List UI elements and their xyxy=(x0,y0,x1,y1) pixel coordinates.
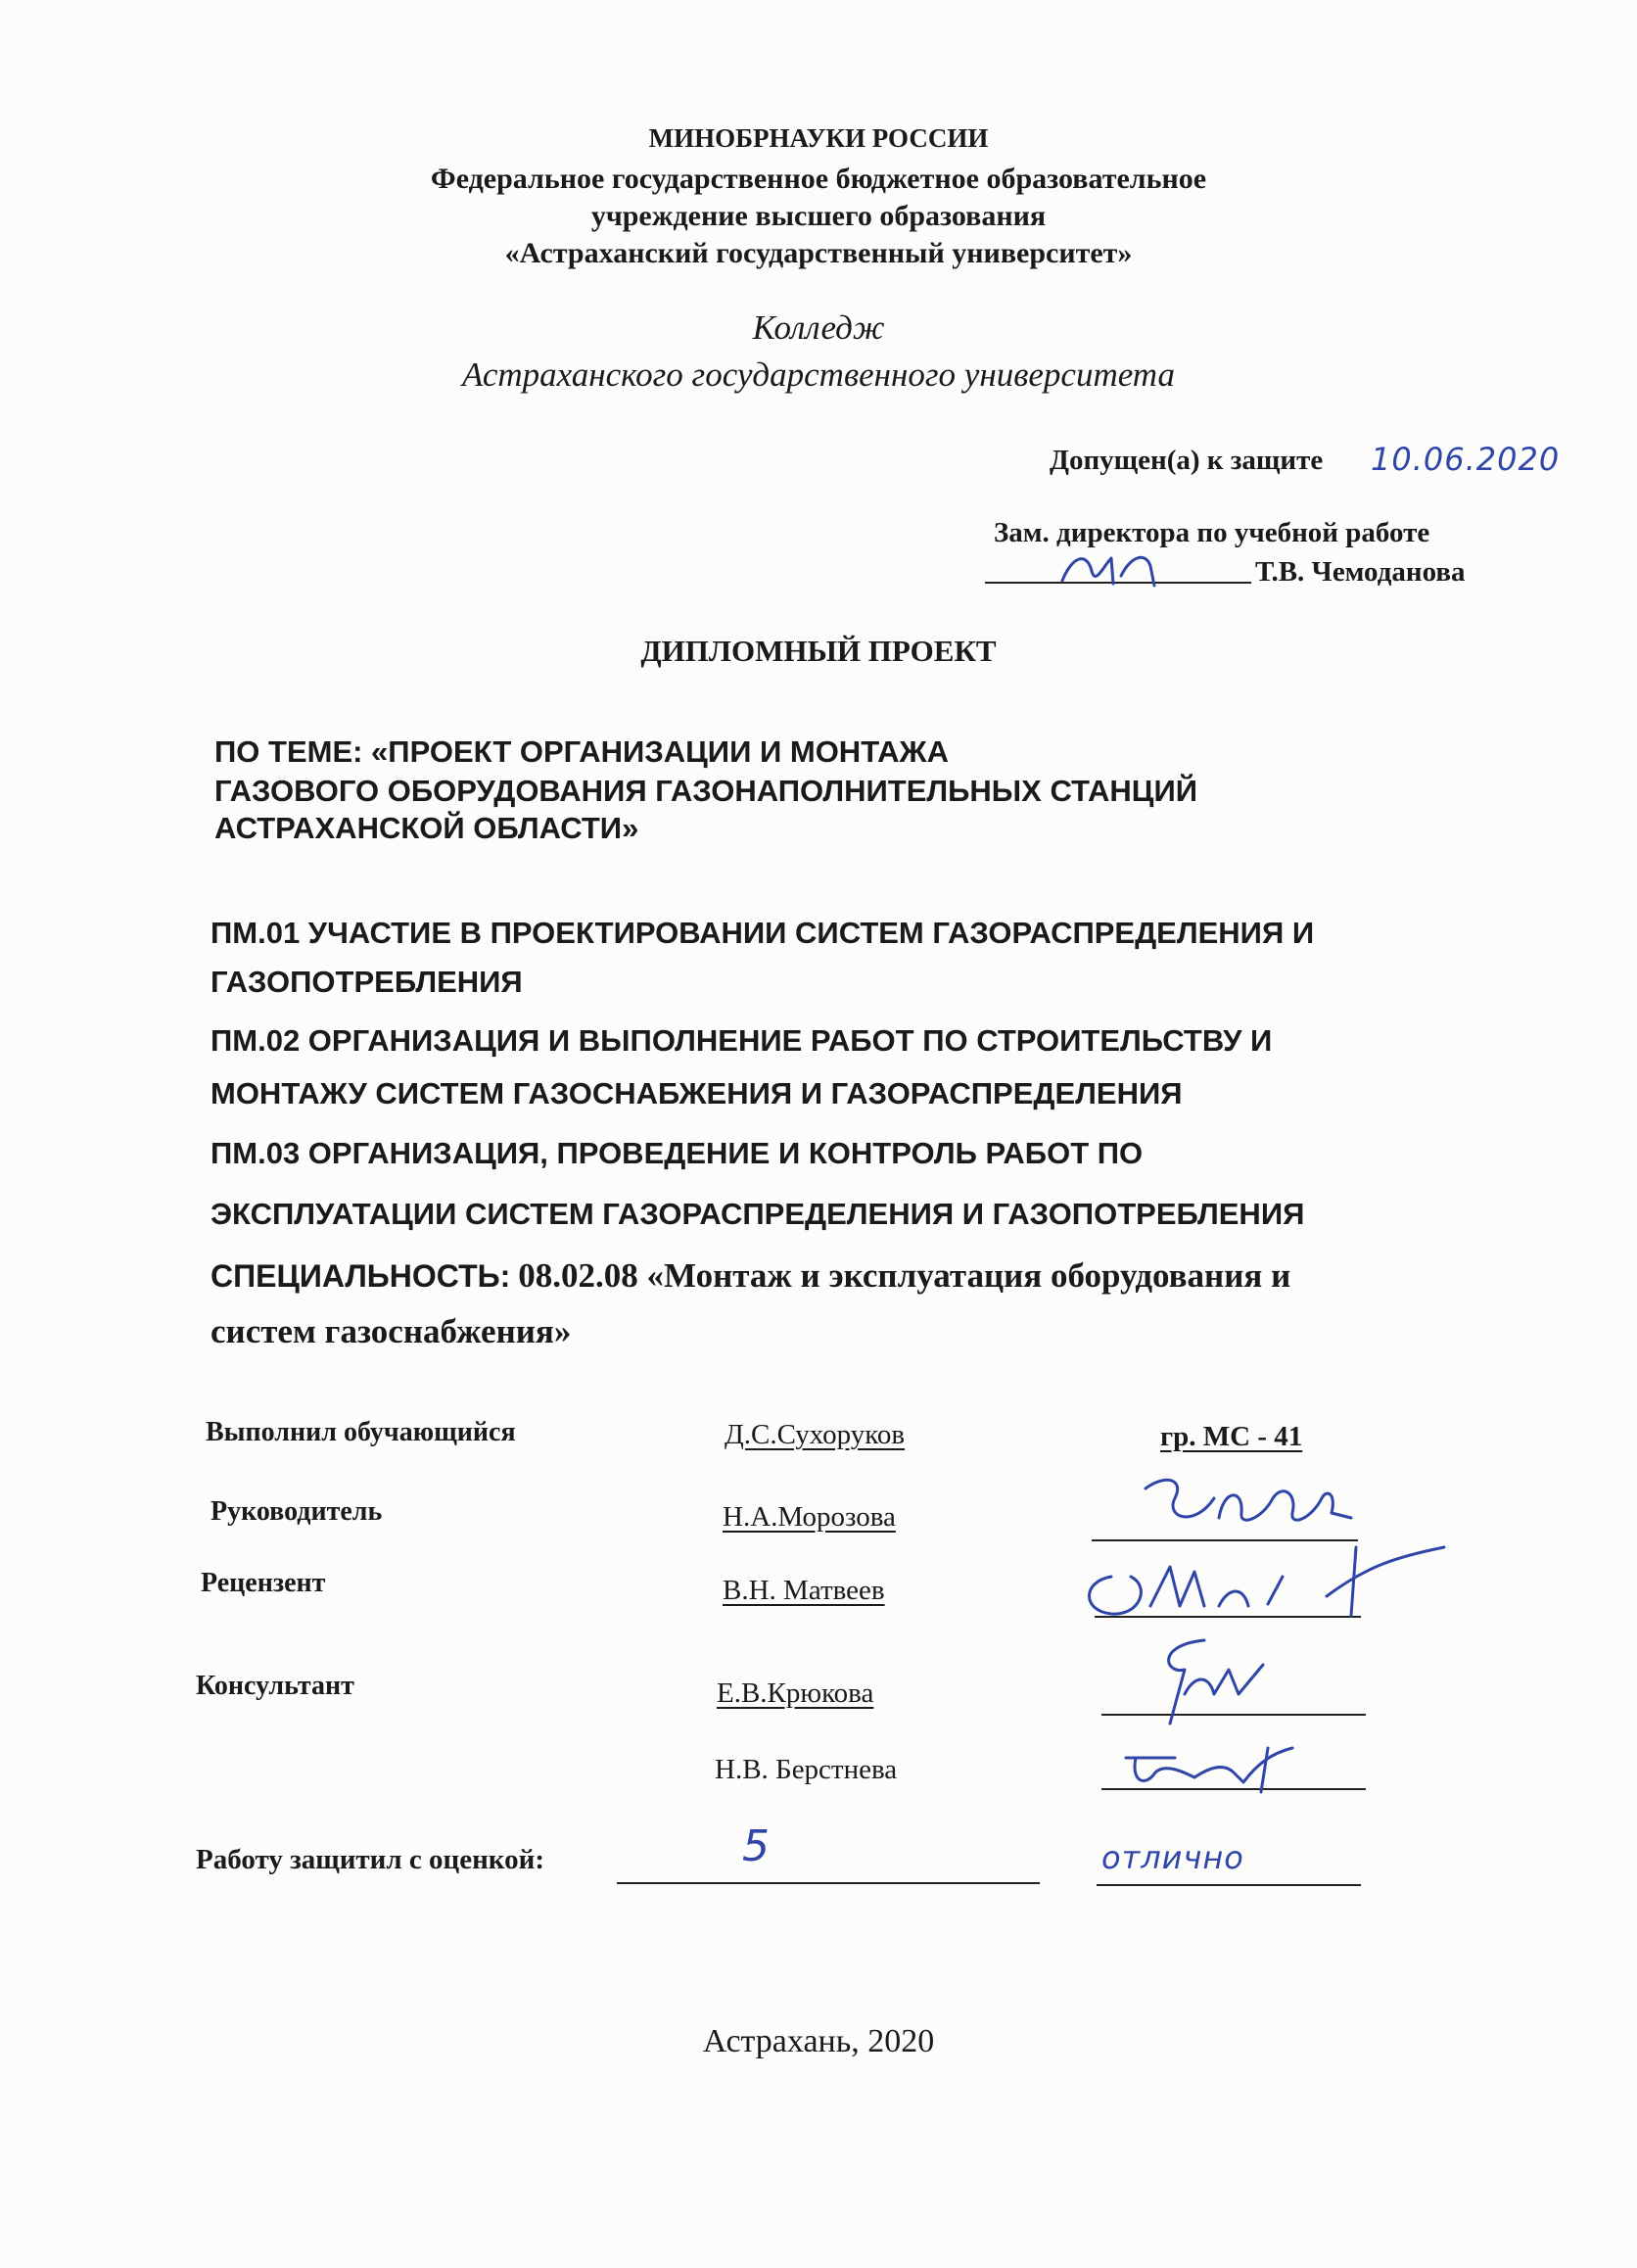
deputy-signature xyxy=(1052,537,1190,595)
consultant-name-2: Н.В. Берстнева xyxy=(715,1754,898,1785)
deputy-name: Т.В. Чемоданова xyxy=(1255,556,1466,588)
grade-word-line xyxy=(1097,1884,1361,1886)
module-line: ЭКСПЛУАТАЦИИ СИСТЕМ ГАЗОРАСПРЕДЕЛЕНИЯ И ГАЗОПОТРЕБЛЕНИЯ xyxy=(210,1197,1305,1231)
supervisor-name: Н.А.Морозова xyxy=(723,1501,896,1533)
specialty-value-1: 08.02.08 «Монтаж и эксплуатация оборудования и xyxy=(518,1256,1291,1295)
institution-line-1: Федеральное государственное бюджетное образовательное xyxy=(430,163,1207,195)
admitted-label: Допущен(а) к защите xyxy=(1050,445,1324,476)
specialty-value-2: систем газоснабжения» xyxy=(210,1312,572,1350)
specialty-line-1 xyxy=(210,1256,1290,1296)
reviewer-name: В.Н. Матвеев xyxy=(723,1575,885,1606)
supervisor-label: Руководитель xyxy=(210,1496,383,1527)
institution-line-2: учреждение высшего образования xyxy=(590,200,1047,232)
admitted-date: 10.06.2020 xyxy=(1371,441,1561,478)
topic-line-1: ПО ТЕМЕ: «ПРОЕКТ ОРГАНИЗАЦИИ И МОНТАЖА xyxy=(214,734,949,769)
reviewer-label: Рецензент xyxy=(201,1568,326,1598)
document-type: ДИПЛОМНЫЙ ПРОЕКТ xyxy=(640,634,997,668)
consultant-name-1: Е.В.Крюкова xyxy=(717,1677,874,1709)
grade-numeric: 5 xyxy=(742,1821,771,1871)
module-line: ГАЗОПОТРЕБЛЕНИЯ xyxy=(210,965,523,999)
module-line: ПМ.01 УЧАСТИЕ В ПРОЕКТИРОВАНИИ СИСТЕМ ГАЗОРАСПРЕДЕЛЕНИЯ И xyxy=(210,916,1315,950)
module-line: МОНТАЖУ СИСТЕМ ГАЗОСНАБЖЕНИЯ И ГАЗОРАСПРЕДЕЛЕНИЯ xyxy=(210,1076,1183,1110)
university-name: «Астраханский государственный университет» xyxy=(504,237,1133,269)
module-line: ПМ.02 ОРГАНИЗАЦИЯ И ВЫПОЛНЕНИЕ РАБОТ ПО СТРОИТЕЛЬСТВУ И xyxy=(210,1023,1273,1058)
consultant-signature-2 xyxy=(1097,1733,1322,1802)
ministry-line: МИНОБРНАУКИ РОССИИ xyxy=(648,123,989,153)
student-group: гр. МС - 41 xyxy=(1160,1421,1303,1452)
module-line: ПМ.03 ОРГАНИЗАЦИЯ, ПРОВЕДЕНИЕ И КОНТРОЛЬ РАБОТ ПО xyxy=(210,1136,1144,1170)
reviewer-signature xyxy=(1072,1528,1454,1626)
topic-line-2: ГАЗОВОГО ОБОРУДОВАНИЯ ГАЗОНАПОЛНИТЕЛЬНЫХ СТАНЦИЙ xyxy=(214,774,1198,808)
grade-label: Работу защитил с оценкой: xyxy=(196,1844,544,1875)
college-line-2: Астраханского государственного университета xyxy=(461,355,1176,394)
specialty-label: СПЕЦИАЛЬНОСТЬ: xyxy=(210,1258,511,1294)
consultant-signature-1 xyxy=(1116,1626,1312,1733)
city-year: Астрахань, 2020 xyxy=(702,2023,935,2059)
grade-line xyxy=(617,1882,1040,1884)
topic-line-3: АСТРАХАНСКОЙ ОБЛАСТИ» xyxy=(214,811,639,845)
consultant-label: Консультант xyxy=(196,1671,354,1701)
student-name: Д.С.Сухоруков xyxy=(725,1419,906,1450)
college-line-1: Колледж xyxy=(752,308,885,347)
deputy-title: Зам. директора по учебной работе xyxy=(994,517,1430,548)
grade-word: отлично xyxy=(1101,1839,1244,1876)
student-label: Выполнил обучающийся xyxy=(206,1417,516,1447)
